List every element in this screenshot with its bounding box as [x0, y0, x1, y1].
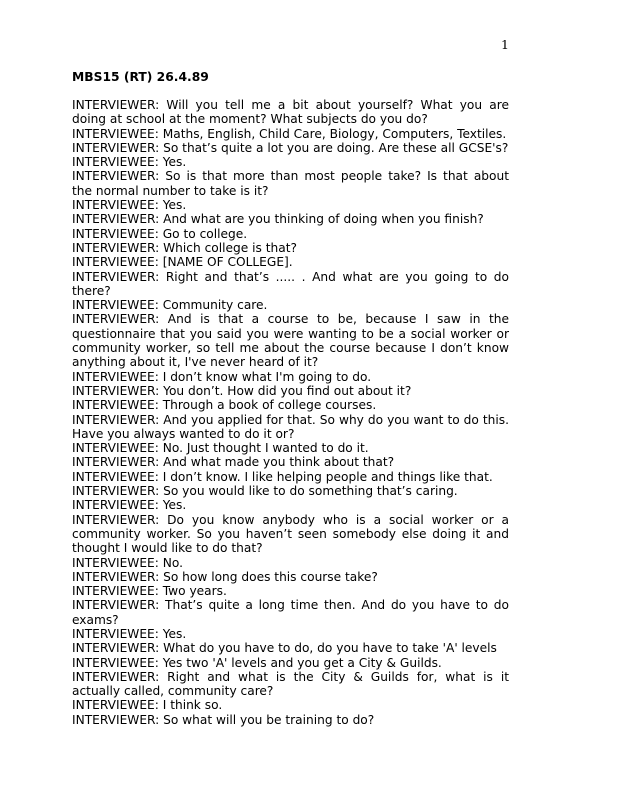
transcript-line: INTERVIEWEE: Yes. [72, 155, 187, 170]
transcript-line: INTERVIEWEE: Yes. [72, 626, 187, 641]
transcript-line: INTERVIEWEE: Go to college. [72, 226, 248, 241]
transcript-line: INTERVIEWER: And you applied for that. So why do you want to do this. Have you always wanted to do it or? [72, 412, 509, 441]
transcript-line: INTERVIEWEE: Through a book of college courses. [72, 398, 377, 413]
transcript-line: INTERVIEWER: So you would like to do something that’s caring. [72, 484, 458, 499]
transcript-line: INTERVIEWER: And what made you think about that? [72, 455, 395, 470]
page-number: 1 [501, 37, 509, 52]
transcript-line: INTERVIEWER: So that’s quite a lot you are doing. Are these all GCSE's? [72, 140, 509, 155]
transcript-line: INTERVIEWEE: Community care. [72, 298, 268, 313]
interview-transcript [72, 98, 509, 727]
transcript-line: INTERVIEWER: You don’t. How did you find out about it? [72, 383, 412, 398]
transcript-line: INTERVIEWEE: Yes. [72, 198, 187, 213]
transcript-line: INTERVIEWER: So how long does this course take? [72, 569, 378, 584]
transcript-line: INTERVIEWER: Right and that’s ..... . And what are you going to do there? [72, 269, 509, 298]
transcript-line: INTERVIEWEE: I think so. [72, 698, 223, 713]
transcript-line: INTERVIEWER: And what are you thinking of doing when you finish? [72, 212, 484, 227]
transcript-line: INTERVIEWEE: No. Just thought I wanted to do it. [72, 441, 369, 456]
transcript-line: INTERVIEWER: Right and what is the City & Guilds for, what is it actually called, community care? [72, 669, 509, 699]
document-title: MBS15 (RT) 26.4.89 [72, 70, 209, 84]
transcript-line: INTERVIEWER: And is that a course to be, because I saw in the questionnaire that you said you were wanting to be a social worker or community worker, so tell me about the course because I don’t know anything about it, I've never heard of it? [72, 312, 509, 370]
transcript-line: INTERVIEWER: Will you tell me a bit about yourself? What you are doing at school at the moment? What subjects do you do? [72, 98, 509, 127]
transcript-line: INTERVIEWEE: No. [72, 555, 183, 570]
transcript-line: INTERVIEWEE: Yes two 'A' levels and you get a City & Guilds. [72, 655, 442, 670]
transcript-line: INTERVIEWEE: I don’t know. I like helping people and things like that. [72, 469, 493, 484]
transcript-line: INTERVIEWER: So is that more than most people take? Is that about the normal number to take is it? [72, 169, 509, 198]
transcript-line: INTERVIEWER: So what will you be training to do? [72, 712, 375, 727]
transcript-line: INTERVIEWEE: Two years. [72, 584, 227, 599]
transcript-line: INTERVIEWER: Do you know anybody who is a social worker or a community worker. So you haven’t seen somebody else doing it and thought I would like to do that? [72, 512, 509, 556]
transcript-line: INTERVIEWEE: Maths, English, Child Care, Biology, Computers, Textiles. [72, 126, 507, 141]
transcript-line: INTERVIEWER: What do you have to do, do you have to take 'A' levels [72, 641, 497, 656]
transcript-line: INTERVIEWEE: [NAME OF COLLEGE]. [72, 255, 293, 270]
transcript-line: INTERVIEWEE: I don’t know what I'm going to do. [72, 369, 372, 384]
transcript-line: INTERVIEWER: That’s quite a long time then. And do you have to do exams? [72, 598, 509, 627]
transcript-line: INTERVIEWEE: Yes. [72, 498, 187, 513]
transcript-line: INTERVIEWER: Which college is that? [72, 240, 297, 255]
